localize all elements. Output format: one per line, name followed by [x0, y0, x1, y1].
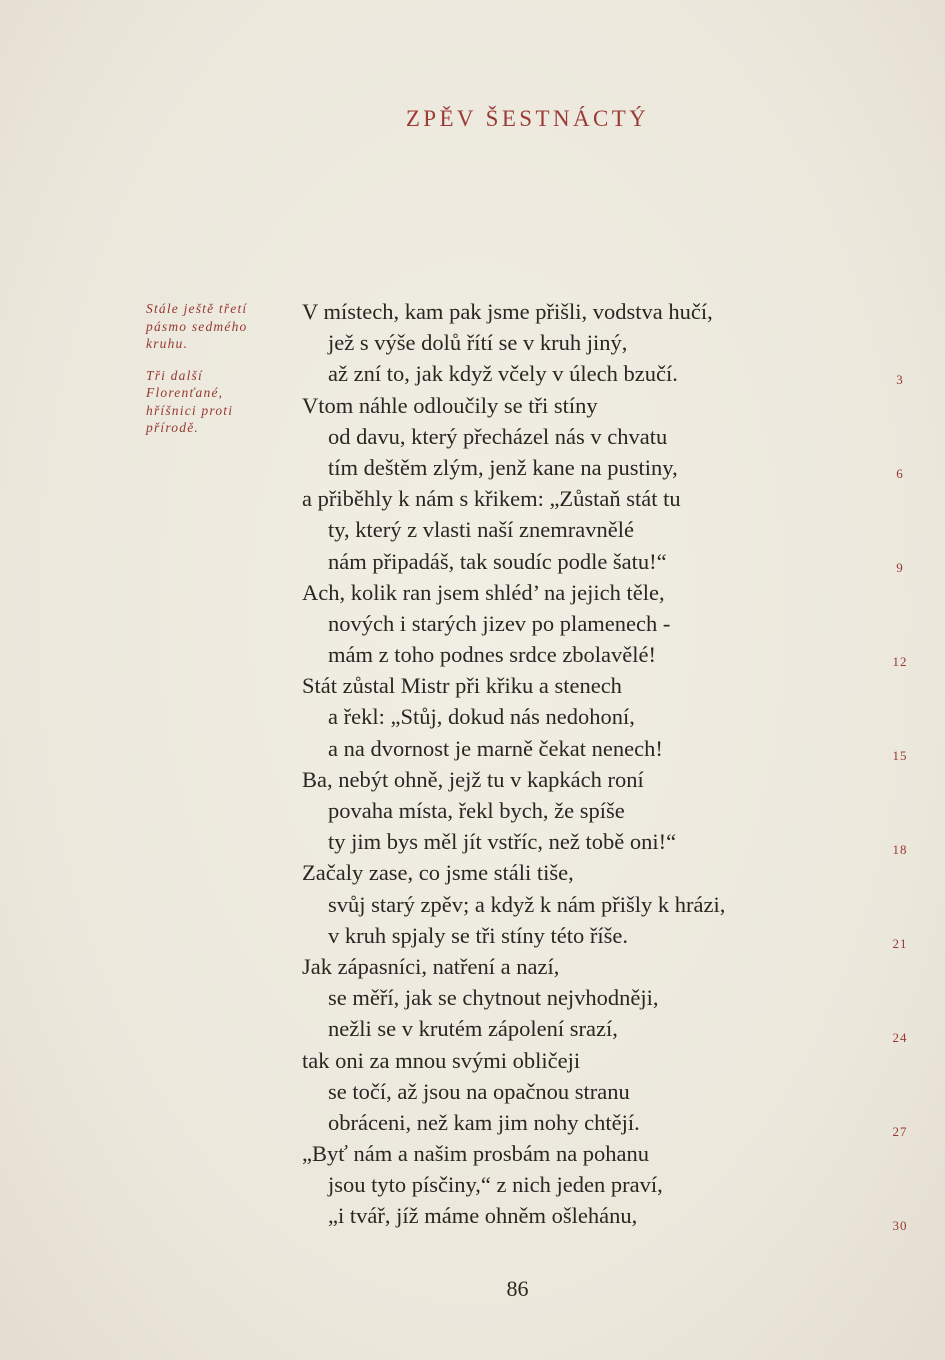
- margin-note-line: Stále ještě třetí: [146, 301, 248, 316]
- poem-line: „i tvář, jíž máme ohněm ošlehánu,: [328, 1203, 638, 1229]
- poem-line: a řekl: „Stůj, dokud nás nedohoní,: [328, 704, 635, 730]
- line-number: 30: [892, 1218, 908, 1233]
- poem-line: až zní to, jak když včely v úlech bzučí.: [328, 361, 678, 387]
- margin-note-1: [146, 300, 286, 353]
- margin-note-line: pásmo sedmého: [146, 318, 248, 334]
- poem-line: Stát zůstal Mistr při křiku a stenech: [302, 673, 622, 699]
- margin-note-line: Tři další: [146, 367, 203, 383]
- poem-line: nežli se v krutém zápolení srazí,: [328, 1016, 618, 1042]
- line-number: 9: [896, 560, 904, 575]
- poem-line: mám z toho podnes srdce zbolavělé!: [328, 642, 657, 668]
- poem-line: a na dvornost je marně čekat nenech!: [328, 735, 663, 761]
- margin-note-line: Florenťané,: [146, 385, 224, 400]
- canto-title: ZPĚV ŠESTNÁCTÝ: [405, 106, 650, 131]
- margin-note-2: [146, 367, 286, 437]
- poem-line: od davu, který přecházel nás v chvatu: [328, 423, 668, 449]
- margin-note-line: kruhu.: [146, 336, 189, 351]
- poem-line: v kruh spjaly se tři stíny této říše.: [328, 922, 628, 948]
- poem-line: povaha místa, řekl bych, že spíše: [328, 798, 625, 823]
- line-number: 3: [896, 372, 904, 387]
- poem-line: Vtom náhle odloučily se tři stíny: [302, 392, 598, 418]
- line-number: 27: [892, 1124, 908, 1139]
- page-number: 86: [506, 1276, 529, 1301]
- poem-line: Začaly zase, co jsme stáli tiše,: [302, 860, 574, 886]
- poem-line: tím deštěm zlým, jenž kane na pustiny,: [328, 454, 678, 480]
- line-number: 12: [892, 654, 908, 669]
- poem-line: svůj starý zpěv; a když k nám přišly k hrázi,: [328, 891, 726, 917]
- poem-line: ty jim bys měl jít vstříc, než tobě oni!“: [328, 829, 677, 855]
- line-number: 15: [892, 748, 908, 763]
- poem-line: „Byť nám a našim prosbám na pohanu: [302, 1141, 650, 1167]
- poem-line: Jak zápasníci, natření a nazí,: [302, 953, 560, 979]
- poem-line: se měří, jak se chytnout nejvhodněji,: [328, 985, 659, 1011]
- margin-note-line: přírodě.: [146, 420, 199, 435]
- poem-line: Ba, nebýt ohně, jejž tu v kapkách roní: [302, 766, 644, 792]
- poem-text: [302, 296, 862, 1232]
- poem-line: tak oni za mnou svými obličeji: [302, 1047, 581, 1073]
- poem-line: obráceni, než kam jim nohy chtějí.: [328, 1109, 640, 1135]
- poem-line: jež s výše dolů řítí se v kruh jiný,: [328, 330, 628, 356]
- line-number: 24: [892, 1030, 908, 1045]
- margin-notes: [146, 300, 286, 451]
- poem-line: nových i starých jizev po plamenech -: [328, 610, 671, 636]
- poem-line: nám připadáš, tak soudíc podle šatu!“: [328, 548, 667, 574]
- line-number: 18: [892, 842, 908, 857]
- poem-line: jsou tyto písčiny,“ z nich jeden praví,: [328, 1172, 663, 1198]
- line-number: 21: [892, 936, 908, 951]
- line-number: 6: [896, 466, 904, 481]
- poem-line: ty, který z vlasti naší znemravnělé: [328, 517, 634, 543]
- margin-note-line: hříšnici proti: [146, 402, 234, 418]
- poem-line: Ach, kolik ran jsem shléd’ na jejich těle,: [302, 579, 665, 605]
- poem-line: V místech, kam pak jsme přišli, vodstva hučí,: [302, 299, 713, 324]
- poem-line: se točí, až jsou na opačnou stranu: [328, 1078, 630, 1104]
- poem-line: a přiběhly k nám s křikem: „Zůstaň stát tu: [302, 486, 681, 512]
